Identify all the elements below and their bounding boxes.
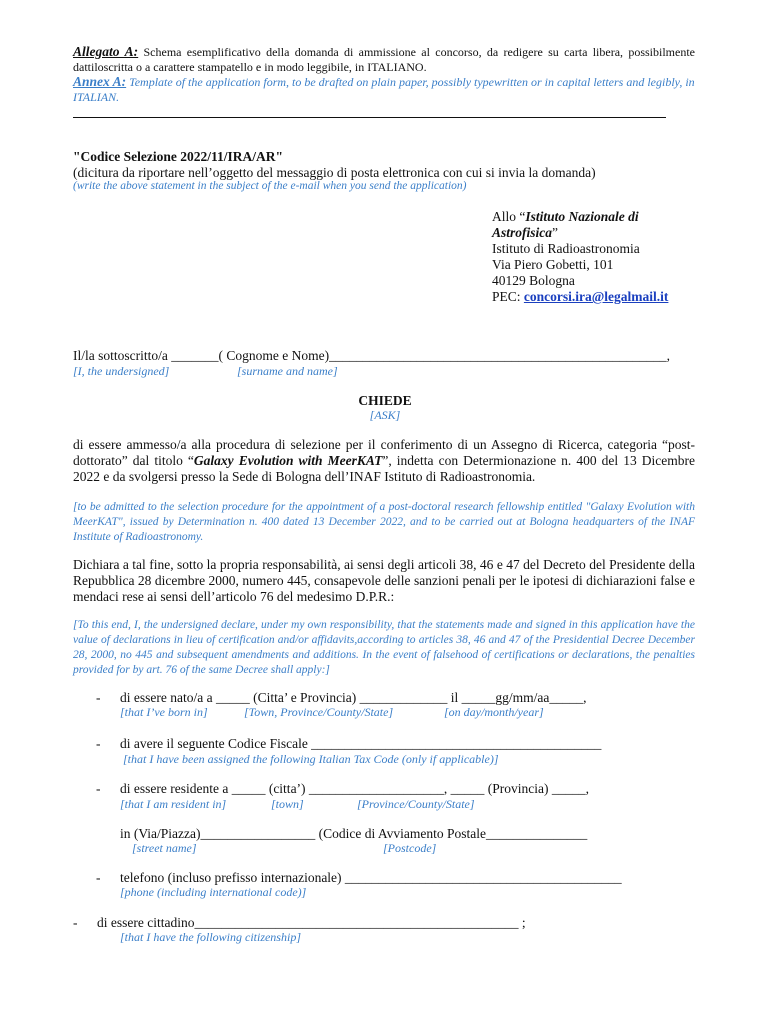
- declaration-italian: Dichiara a tal fine, sotto la propria responsabilità, ai sensi degli articoli 38, 46 e 47 del Decreto del Presidente della Repubblica 28 dicembre 2000, numero 445, consapevole delle sanzioni penali per le ipotesi di dichiarazioni false e mendaci rese ai sensi dell’articolo 76 del medesimo D.P.R.:: [73, 557, 695, 604]
- header-divider: [73, 117, 666, 118]
- street-english-1: [street name]: [132, 841, 197, 855]
- fellowship-title: Galaxy Evolution with MeerKAT: [193, 453, 383, 468]
- list-dash: -: [96, 690, 101, 705]
- citizenship-italian: di essere cittadino________________________________________________ ;: [97, 915, 526, 930]
- annex-italian: [73, 44, 695, 75]
- undersigned-english-2: [surname and name]: [237, 364, 338, 378]
- ask-heading-english: [ASK]: [369, 408, 401, 422]
- recipient-pec-line: PEC: concorsi.ira@legalmail.it: [492, 289, 669, 304]
- annex-italian-text: Schema esemplificativo della domanda di ammissione al concorso, da redigere su carta libera, possibilmente dattiloscritta o a carattere stampatello e in modo leggibile, in ITALIANO.: [73, 45, 696, 74]
- residence-italian: di essere residente a _____ (citta’) ____________________, _____ (Provincia) _____,: [120, 781, 590, 796]
- selection-code-title: "Codice Selezione 2022/11/IRA/AR": [73, 149, 283, 164]
- selection-code-note-italian: (dicitura da riportare nell’oggetto del messaggio di posta elettronica con cui si invia la domanda): [73, 165, 596, 180]
- citizenship-english: [that I have the following citizenship]: [120, 930, 301, 944]
- annex-english: [73, 74, 695, 105]
- recipient-institute: Istituto Nazionale di Astrofisica: [492, 209, 639, 240]
- street-italian: in (Via/Piazza)_________________ (Codice di Avviamento Postale_______________: [120, 826, 588, 841]
- born-english-1: [that I’ve born in]: [120, 705, 208, 719]
- list-dash: -: [96, 781, 101, 796]
- residence-english-2: [town]: [271, 797, 304, 811]
- recipient-line-4: 40129 Bologna: [492, 273, 575, 288]
- recipient-line-3: Via Piero Gobetti, 101: [492, 257, 614, 272]
- born-italian: di essere nato/a a _____ (Citta’ e Provincia) _____________ il _____gg/mm/aa_____,: [120, 690, 587, 705]
- list-dash: -: [73, 915, 78, 930]
- undersigned-italian: Il/la sottoscritto/a _______( Cognome e Nome)__________________________________________________,: [73, 348, 670, 363]
- list-dash: -: [96, 870, 101, 885]
- street-english-2: [Postcode]: [383, 841, 437, 855]
- residence-english-3: [Province/County/State]: [357, 797, 475, 811]
- phone-italian: telefono (incluso prefisso internazionale) _________________________________________: [120, 870, 622, 885]
- annex-italian-label: Allegato A:: [73, 44, 139, 59]
- born-english-2: [Town, Province/County/State]: [244, 705, 394, 719]
- tax-code-italian: di avere il seguente Codice Fiscale ___________________________________________: [120, 736, 602, 751]
- residence-english-1: [that I am resident in]: [120, 797, 227, 811]
- born-english-3: [on day/month/year]: [444, 705, 544, 719]
- pec-email-link[interactable]: concorsi.ira@legalmail.it: [523, 289, 669, 304]
- undersigned-english-1: [I, the undersigned]: [73, 364, 170, 378]
- phone-english: [phone (including international code)]: [120, 885, 307, 899]
- annex-english-text: Template of the application form, to be drafted on plain paper, possibly typewritten or in capital letters and legibly, in ITALIAN.: [73, 75, 695, 104]
- ask-heading-italian: CHIEDE: [358, 393, 412, 408]
- declaration-english: [To this end, I, the undersigned declare, under my own responsibility, that the statements made and signed in this application have the value of declarations in lieu of certification and/or affidavits,according to articles 38, 46 and 47 of the Presidential Decree December 28, 2000, no 445 and subsequent amendments and additions. In the event of falsehood of certifications or declarations, the penalties provided for by art. 76 of the same Decree shall apply:]: [73, 619, 695, 676]
- list-dash: -: [96, 736, 101, 751]
- request-english: [to be admitted to the selection procedure for the appointment of a post-doctoral research fellowship entitled "Galaxy Evolution with MeerKAT", issued by Determination n. 400 dated 13 December 2022, and to be carried out at Bologna headquarters of the INAF Institute of Radioastronomy.: [73, 501, 695, 543]
- selection-code-note-english: (write the above statement in the subject of the e-mail when you send the application): [73, 180, 467, 192]
- annex-english-label: Annex A:: [73, 74, 127, 89]
- recipient-line-2: Istituto di Radioastronomia: [492, 241, 640, 256]
- recipient-institute-line: Allo “Istituto Nazionale di Astrofisica”: [492, 209, 639, 240]
- recipient-address: [492, 209, 692, 305]
- tax-code-english: [that I have been assigned the following Italian Tax Code (only if applicable)]: [123, 752, 499, 766]
- request-italian: di essere ammesso/a alla procedura di selezione per il conferimento di un Assegno di Ricerca, categoria “post-dottorato” dal titolo “Galaxy Evolution with MeerKAT”, indetta con Determionazione n. 400 del 13 Dicembre 2022 e da svolgersi presso la Sede di Bologna dell’INAF Istituto di Radioastronomia.: [73, 437, 695, 484]
